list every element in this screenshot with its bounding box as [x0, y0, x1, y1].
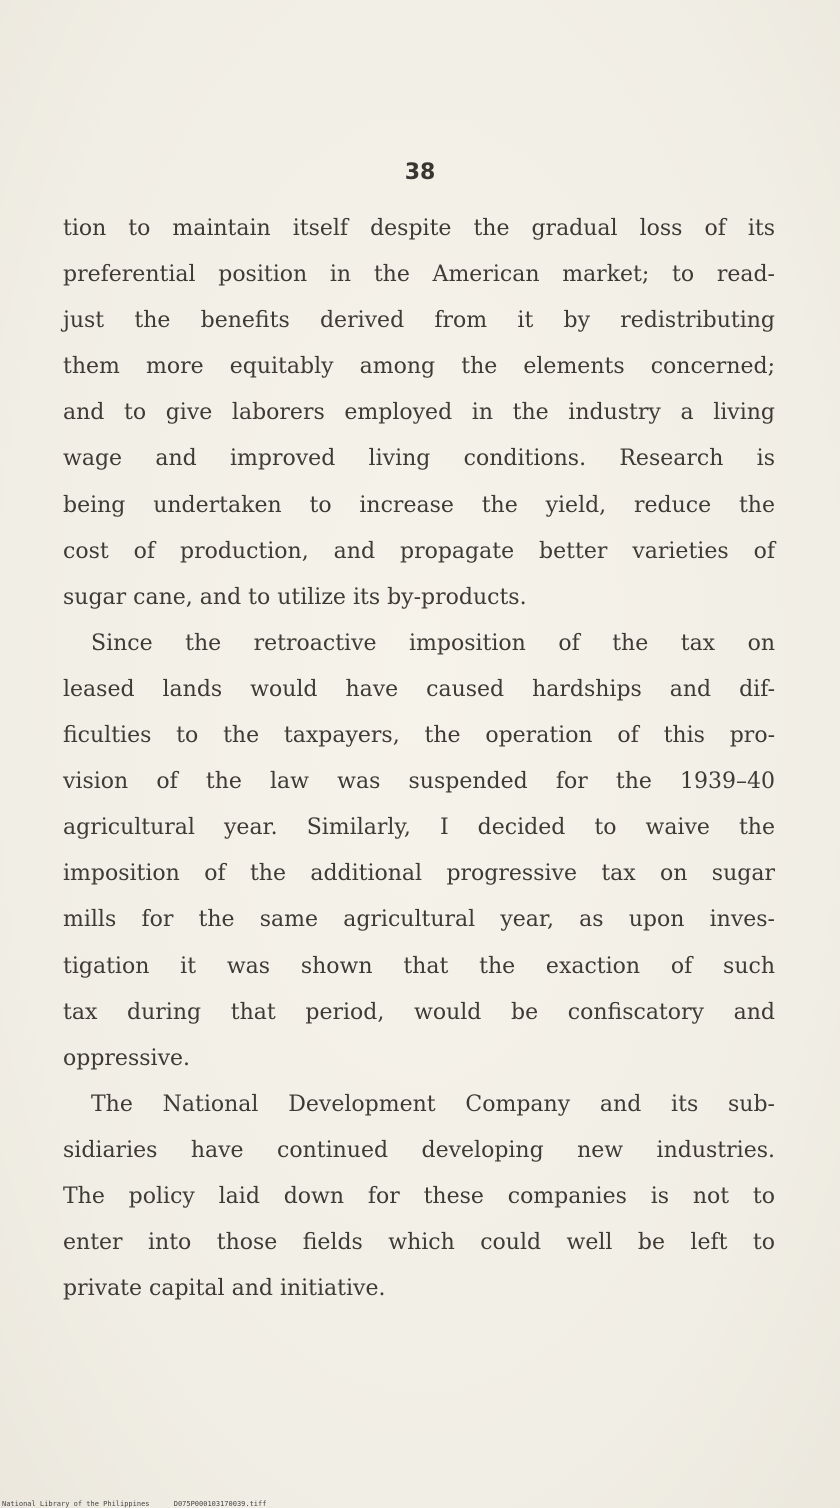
text-line: wage and improved living conditions. Research is	[63, 446, 775, 472]
text-line: mills for the same agricultural year, as upon inves-	[63, 907, 775, 933]
text-line: them more equitably among the elements concerned;	[63, 354, 775, 380]
text-line: sugar cane, and to utilize its by-products.	[63, 584, 527, 610]
scan-footer	[2, 1500, 286, 1508]
text-line: vision of the law was suspended for the 1939–40	[63, 769, 775, 795]
paragraph-2	[63, 621, 775, 1082]
text-line: ficulties to the taxpayers, the operation of this pro-	[63, 723, 775, 749]
text-line: preferential position in the American market; to read-	[63, 262, 775, 288]
text-line: private capital and initiative.	[63, 1276, 386, 1302]
footer-library: National Library of the Philippines	[2, 1500, 150, 1508]
text-line: agricultural year. Similarly, I decided to waive the	[63, 815, 775, 841]
page-number: 38	[404, 160, 436, 185]
footer-file: D075P000103170039.tiff	[173, 1500, 267, 1508]
text-line: oppressive.	[63, 1045, 191, 1071]
paragraph-1	[63, 206, 775, 621]
text-line: being undertaken to increase the yield, reduce the	[63, 492, 775, 518]
text-line: tax during that period, would be confiscatory and	[63, 999, 775, 1025]
text-line: The policy laid down for these companies is not to	[63, 1183, 775, 1209]
text-line: just the benefits derived from it by redistributing	[63, 308, 775, 334]
text-line: tion to maintain itself despite the gradual loss of its	[63, 216, 775, 241]
text-line: enter into those fields which could well be left to	[63, 1230, 775, 1256]
body-text	[63, 206, 775, 1312]
text-line: The National Development Company and its sub-	[91, 1091, 775, 1117]
text-line: and to give laborers employed in the industry a living	[63, 400, 775, 426]
text-line: tigation it was shown that the exaction of such	[63, 953, 775, 979]
text-line: sidiaries have continued developing new industries.	[63, 1137, 775, 1163]
text-line: cost of production, and propagate better varieties of	[63, 538, 775, 564]
text-line: imposition of the additional progressive tax on sugar	[63, 861, 775, 887]
paragraph-3	[63, 1082, 775, 1312]
text-line: Since the retroactive imposition of the tax on	[91, 630, 775, 656]
text-line: leased lands would have caused hardships and dif-	[63, 676, 775, 702]
